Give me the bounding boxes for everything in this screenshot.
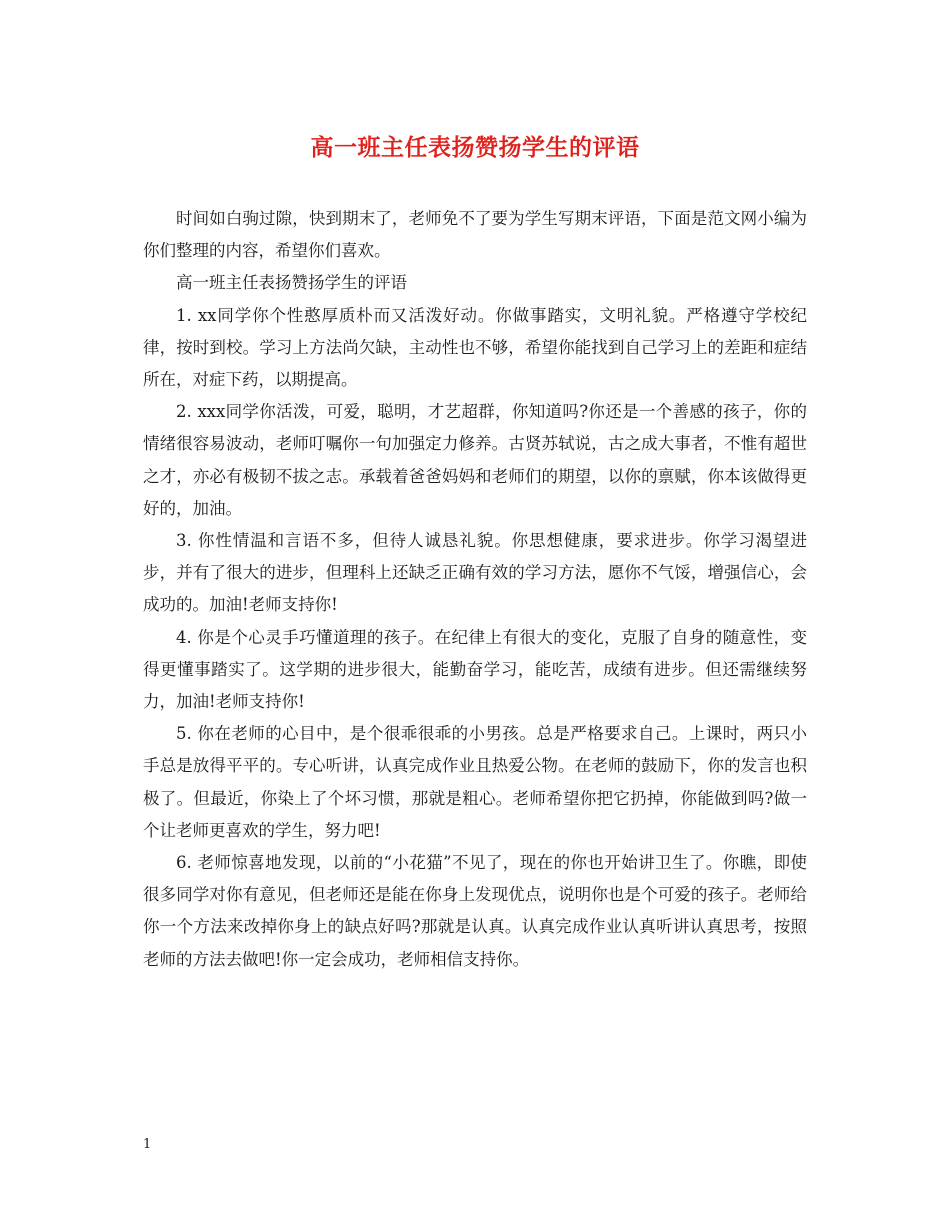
document-body: [143, 203, 807, 976]
page-number: 1: [143, 1137, 152, 1152]
comment-paragraph-2: 2. xxx同学你活泼，可爱，聪明，才艺超群，你知道吗?你还是一个善感的孩子，你的情绪很容易波动，老师叮嘱你一句加强定力修养。古贤苏轼说，古之成大事者，不惟有超世之才，亦必有极韧不拔之志。承载着爸爸妈妈和老师们的期望，以你的禀赋，你本该做得更好的，加油。: [143, 402, 807, 518]
comment-paragraph-4: 4. 你是个心灵手巧懂道理的孩子。在纪律上有很大的变化，克服了自身的随意性，变得更懂事踏实了。这学期的进步很大，能勤奋学习，能吃苦，成绩有进步。但还需继续努力，加油!老师支持你!: [143, 627, 807, 712]
section-heading: 高一班主任表扬赞扬学生的评语: [176, 273, 407, 293]
comment-paragraph-6: 6. 老师惊喜地发现，以前的“小花猫”不见了，现在的你也开始讲卫生了。你瞧，即使很多同学对你有意见，但老师还是能在你身上发现优点，说明你也是个可爱的孩子。老师给你一个方法来改掉你身上的缺点好吗?那就是认真。认真完成作业认真听讲认真思考，按照老师的方法去做吧!你一定会成功，老师相信支持你。: [143, 853, 807, 969]
document-title: 高一班主任表扬赞扬学生的评语: [310, 134, 640, 161]
intro-paragraph: 时间如白驹过隙，快到期末了，老师免不了要为学生写期末评语，下面是范文网小编为你们整理的内容，希望你们喜欢。: [143, 209, 807, 261]
comment-paragraph-1: 1. xx同学你个性憨厚质朴而又活泼好动。你做事踏实，文明礼貌。严格遵守学校纪律，按时到校。学习上方法尚欠缺，主动性也不够，希望你能找到自己学习上的差距和症结所在，对症下药，以期提高。: [143, 305, 807, 390]
comment-paragraph-3: 3. 你性情温和言语不多，但待人诚恳礼貌。你思想健康，要求进步。你学习渴望进步，并有了很大的进步，但理科上还缺乏正确有效的学习方法，愿你不气馁，增强信心，会成功的。加油!老师支持你!: [143, 531, 807, 615]
comment-paragraph-5: 5. 你在老师的心目中，是个很乖很乖的小男孩。总是严格要求自己。上课时，两只小手总是放得平平的。专心听讲，认真完成作业且热爱公物。在老师的鼓励下，你的发言也积极了。但最近，你染上了个坏习惯，那就是粗心。老师希望你把它扔掉，你能做到吗?做一个让老师更喜欢的学生，努力吧!: [143, 724, 807, 840]
